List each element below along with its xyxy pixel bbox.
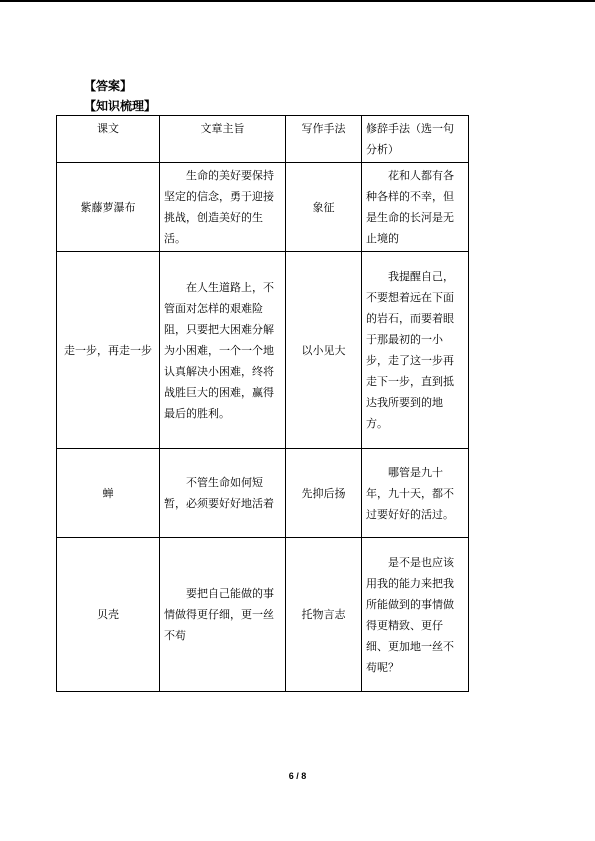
- row-rhetoric: [362, 252, 469, 449]
- row-theme: [160, 449, 286, 538]
- row-theme: [160, 252, 286, 449]
- row-rhetoric: [362, 163, 469, 252]
- knowledge-heading: 【知识梳理】: [84, 99, 157, 113]
- table-row: [57, 252, 469, 449]
- row-rhetoric-text: 花和人都有各种各样的不幸，但是生命的长河是无止境的: [366, 169, 454, 245]
- row-title: 走一步，再走一步: [57, 252, 160, 449]
- row-technique: 托物言志: [286, 538, 362, 692]
- row-rhetoric-text: 我提醒自己，不要想着远在下面的岩石，而要着眼于那最初的一小步，走了这一步再走下一步，直到抵达我所要到的地方。: [366, 270, 454, 430]
- header-title: 课文: [57, 116, 160, 163]
- row-theme-text: 生命的美好要保持坚定的信念，勇于迎接挑战，创造美好的生活。: [164, 169, 274, 245]
- table-row: [57, 538, 469, 692]
- row-theme-text: 要把自己能做的事情做得更仔细，更一丝不苟: [164, 587, 274, 642]
- row-technique: 象征: [286, 163, 362, 252]
- knowledge-table: [56, 115, 469, 692]
- row-rhetoric: [362, 449, 469, 538]
- row-theme: [160, 163, 286, 252]
- answer-heading: 【答案】: [84, 79, 133, 93]
- page-number: 6 / 8: [288, 771, 307, 781]
- row-rhetoric-text: 是不是也应该用我的能力来把我所能做到的事情做得更精致、更仔细、更加地一丝不苟呢？: [366, 555, 454, 674]
- row-theme-text: 不管生命如何短暂，必须要好好地活着: [164, 476, 274, 510]
- row-title: 紫藤萝瀑布: [57, 163, 160, 252]
- header-rhetoric: 修辞手法（选一句分析）: [362, 116, 469, 163]
- table-row: [57, 449, 469, 538]
- row-technique: 以小见大: [286, 252, 362, 449]
- row-theme: [160, 538, 286, 692]
- table-header-row: [57, 116, 469, 163]
- row-rhetoric-text: 哪管是九十年，九十天，都不过要好好的活过。: [366, 465, 454, 521]
- row-rhetoric: [362, 538, 469, 692]
- top-rule: [0, 0, 595, 2]
- header-technique: 写作手法: [286, 116, 362, 163]
- row-theme-text: 在人生道路上，不管面对怎样的艰难险阻，只要把大困难分解为小困难，一个一个地认真解决小困难，终将战胜巨大的困难，赢得最后的胜利。: [164, 280, 274, 420]
- table-row: [57, 163, 469, 252]
- row-technique: 先抑后扬: [286, 449, 362, 538]
- row-title: 蝉: [57, 449, 160, 538]
- header-theme: 文章主旨: [160, 116, 286, 163]
- row-title: 贝壳: [57, 538, 160, 692]
